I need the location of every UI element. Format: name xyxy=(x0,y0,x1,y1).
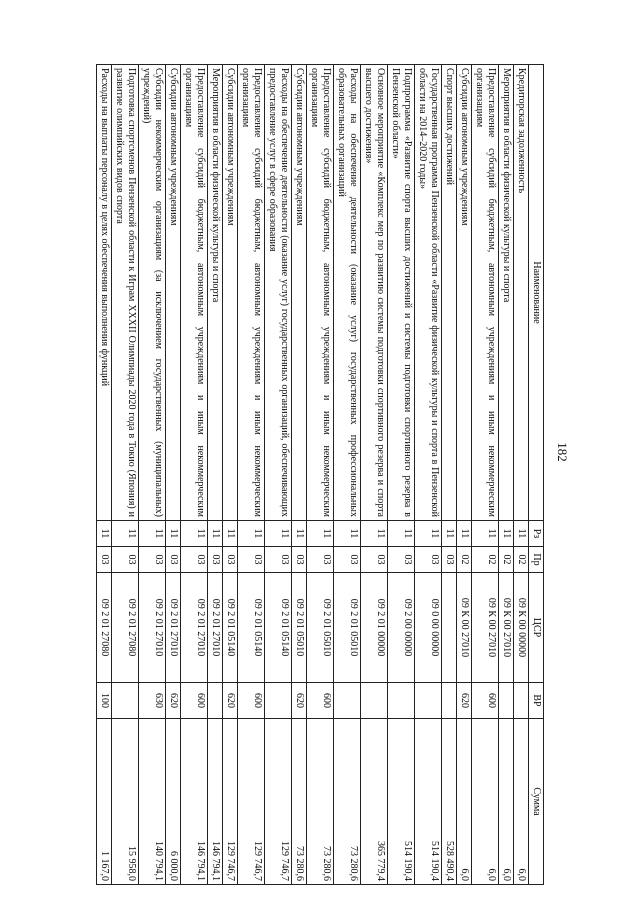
header-pr: Пр xyxy=(529,547,544,573)
cell-rz: 11 xyxy=(97,521,112,547)
cell-csr: 09 2 01 00000 xyxy=(361,573,388,683)
cell-csr: 09 2 01 05010 xyxy=(292,573,307,683)
cell-csr: 09 2 01 05140 xyxy=(265,573,292,683)
cell-pr: 03 xyxy=(112,547,139,573)
table-row xyxy=(238,65,265,885)
cell-csr: 09 К 00 27010 xyxy=(499,573,514,683)
table-row xyxy=(334,65,361,885)
cell-pr: 03 xyxy=(292,547,307,573)
table-row xyxy=(112,65,139,885)
cell-rz: 11 xyxy=(415,521,442,547)
header-sum: Сумма xyxy=(529,719,544,885)
cell-sum: 129 746,7 xyxy=(223,719,238,885)
cell-vr xyxy=(112,683,139,719)
cell-sum: 6,0 xyxy=(457,719,472,885)
cell-csr: 09 2 01 27010 xyxy=(166,573,181,683)
cell-sum: 365 779,4 xyxy=(361,719,388,885)
cell-vr: 620 xyxy=(166,683,181,719)
cell-vr: 620 xyxy=(292,683,307,719)
cell-vr: 600 xyxy=(472,683,499,719)
cell-pr: 03 xyxy=(265,547,292,573)
cell-csr: 09 К 00 27010 xyxy=(457,573,472,683)
rotated-table-container xyxy=(96,64,544,884)
cell-vr: 600 xyxy=(181,683,208,719)
cell-name: Субсидии автономным учреждениям xyxy=(223,65,238,521)
cell-vr: 600 xyxy=(307,683,334,719)
budget-table xyxy=(96,64,544,885)
page-number: 182 xyxy=(555,442,570,462)
cell-rz: 11 xyxy=(208,521,223,547)
cell-name: Предоставление субсидий бюджетным, автономным учреждениям и иным некоммерческим организациям xyxy=(238,65,265,521)
cell-name: Расходы на обеспечение деятельности (оказание услуг) государственных организаций, обеспечивающих предоставление услуг в сфере образования xyxy=(265,65,292,521)
cell-sum: 528 490,4 xyxy=(442,719,457,885)
cell-sum: 129 746,7 xyxy=(238,719,265,885)
table-row xyxy=(415,65,442,885)
table-row xyxy=(442,65,457,885)
cell-pr: 03 xyxy=(334,547,361,573)
cell-vr: 600 xyxy=(238,683,265,719)
cell-vr: 620 xyxy=(223,683,238,719)
cell-csr xyxy=(442,573,457,683)
cell-csr: 09 2 01 27010 xyxy=(139,573,166,683)
cell-rz: 11 xyxy=(265,521,292,547)
cell-rz: 11 xyxy=(361,521,388,547)
cell-name: Подготовка спортсменов Пензенской области к Играм XXXII Олимпиады 2020 года в Токио (Япония) и развитие олимпийских видов спорта xyxy=(112,65,139,521)
table-row xyxy=(514,65,529,885)
cell-pr: 03 xyxy=(139,547,166,573)
cell-name: Государственная программа Пензенской области «Развитие физической культуры и спорта в Пензенской области на 2014–2020 годы» xyxy=(415,65,442,521)
table-row xyxy=(499,65,514,885)
cell-sum: 140 794,1 xyxy=(139,719,166,885)
cell-csr: 09 0 00 00000 xyxy=(415,573,442,683)
cell-rz: 11 xyxy=(112,521,139,547)
cell-csr: 09 2 01 27010 xyxy=(208,573,223,683)
cell-rz: 11 xyxy=(166,521,181,547)
cell-rz: 11 xyxy=(442,521,457,547)
cell-vr xyxy=(442,683,457,719)
header-vr: ВР xyxy=(529,683,544,719)
cell-name: Кредиторская задолженность xyxy=(514,65,529,521)
cell-vr xyxy=(388,683,415,719)
cell-csr: 09 2 01 05010 xyxy=(307,573,334,683)
cell-csr: 09 2 01 27080 xyxy=(112,573,139,683)
cell-rz: 11 xyxy=(334,521,361,547)
cell-name: Расходы на обеспечение деятельности (оказание услуг) государственных профессиональных образовательных организаций xyxy=(334,65,361,521)
table-row xyxy=(472,65,499,885)
cell-csr: 09 2 00 00000 xyxy=(388,573,415,683)
cell-sum: 73 280,6 xyxy=(334,719,361,885)
cell-pr: 02 xyxy=(514,547,529,573)
cell-vr xyxy=(361,683,388,719)
cell-csr: 09 2 01 05140 xyxy=(238,573,265,683)
cell-name: Субсидии автономным учреждениям xyxy=(292,65,307,521)
cell-pr: 03 xyxy=(388,547,415,573)
cell-rz: 11 xyxy=(472,521,499,547)
cell-pr: 03 xyxy=(442,547,457,573)
cell-sum: 514 190,4 xyxy=(415,719,442,885)
table-header-row xyxy=(529,65,544,885)
table-row xyxy=(361,65,388,885)
cell-pr: 03 xyxy=(361,547,388,573)
cell-sum: 15 958,0 xyxy=(112,719,139,885)
cell-sum: 73 280,6 xyxy=(307,719,334,885)
table-body xyxy=(97,65,529,885)
cell-sum: 146 794,1 xyxy=(208,719,223,885)
table-row xyxy=(139,65,166,885)
cell-sum: 6,0 xyxy=(499,719,514,885)
table-row xyxy=(181,65,208,885)
cell-rz: 11 xyxy=(223,521,238,547)
cell-vr: 100 xyxy=(97,683,112,719)
cell-name: Предоставление субсидий бюджетным, автономным учреждениям и иным некоммерческим организациям xyxy=(307,65,334,521)
cell-sum: 1 167,0 xyxy=(97,719,112,885)
cell-vr xyxy=(514,683,529,719)
table-row xyxy=(208,65,223,885)
cell-rz: 11 xyxy=(514,521,529,547)
cell-rz: 11 xyxy=(499,521,514,547)
cell-name: Расходы на выплаты персоналу в целях обеспечения выполнения функций xyxy=(97,65,112,521)
cell-rz: 11 xyxy=(457,521,472,547)
cell-name: Мероприятия в области физической культуры и спорта xyxy=(499,65,514,521)
cell-name: Субсидии автономным учреждениям xyxy=(457,65,472,521)
cell-vr xyxy=(334,683,361,719)
header-csr: ЦСР xyxy=(529,573,544,683)
cell-rz: 11 xyxy=(388,521,415,547)
cell-rz: 11 xyxy=(139,521,166,547)
cell-vr xyxy=(265,683,292,719)
cell-vr xyxy=(208,683,223,719)
table-row xyxy=(307,65,334,885)
cell-name: Основное мероприятие «Комплекс мер по развитию системы подготовки спортивного резерва и спорта высшего достижения» xyxy=(361,65,388,521)
cell-sum: 129 746,7 xyxy=(265,719,292,885)
cell-rz: 11 xyxy=(238,521,265,547)
cell-sum: 146 794,1 xyxy=(181,719,208,885)
table-row xyxy=(166,65,181,885)
cell-csr: 09 К 00 27010 xyxy=(472,573,499,683)
cell-rz: 11 xyxy=(181,521,208,547)
cell-pr: 03 xyxy=(307,547,334,573)
cell-name: Субсидии некоммерческим организациям (за исключением государственных (муниципальных) учреждений) xyxy=(139,65,166,521)
cell-pr: 03 xyxy=(415,547,442,573)
cell-vr xyxy=(415,683,442,719)
cell-name: Субсидии автономным учреждениям xyxy=(166,65,181,521)
cell-vr xyxy=(499,683,514,719)
table-row xyxy=(265,65,292,885)
cell-sum: 73 280,6 xyxy=(292,719,307,885)
header-name: Наименование xyxy=(529,65,544,521)
cell-sum: 6,0 xyxy=(472,719,499,885)
cell-pr: 03 xyxy=(181,547,208,573)
cell-rz: 11 xyxy=(292,521,307,547)
cell-sum: 514 190,4 xyxy=(388,719,415,885)
cell-sum: 6,0 xyxy=(514,719,529,885)
cell-csr: 09 2 01 05010 xyxy=(334,573,361,683)
table-row xyxy=(97,65,112,885)
cell-sum: 6 000,0 xyxy=(166,719,181,885)
cell-name: Спорт высших достижений xyxy=(442,65,457,521)
cell-name: Предоставление субсидий бюджетным, автономным учреждениям и иным некоммерческим организациям xyxy=(181,65,208,521)
table-row xyxy=(292,65,307,885)
table-row xyxy=(388,65,415,885)
cell-vr: 630 xyxy=(139,683,166,719)
cell-name: Предоставление субсидий бюджетным, автономным учреждениям и иным некоммерческим организациям xyxy=(472,65,499,521)
cell-csr: 09 2 01 05140 xyxy=(223,573,238,683)
cell-name: Мероприятия в области физической культуры и спорта xyxy=(208,65,223,521)
header-rz: Рз xyxy=(529,521,544,547)
cell-name: Подпрограмма «Развитие спорта высших достижений и системы подготовки спортивного резерва в Пензенской области» xyxy=(388,65,415,521)
cell-pr: 03 xyxy=(223,547,238,573)
cell-pr: 03 xyxy=(208,547,223,573)
table-row xyxy=(457,65,472,885)
cell-csr: 09 К 00 00000 xyxy=(514,573,529,683)
cell-rz: 11 xyxy=(307,521,334,547)
cell-pr: 03 xyxy=(166,547,181,573)
cell-pr: 02 xyxy=(472,547,499,573)
cell-pr: 03 xyxy=(238,547,265,573)
cell-pr: 02 xyxy=(499,547,514,573)
cell-vr: 620 xyxy=(457,683,472,719)
cell-csr: 09 2 01 27080 xyxy=(97,573,112,683)
cell-pr: 02 xyxy=(457,547,472,573)
cell-pr: 03 xyxy=(97,547,112,573)
cell-csr: 09 2 01 27010 xyxy=(181,573,208,683)
table-row xyxy=(223,65,238,885)
